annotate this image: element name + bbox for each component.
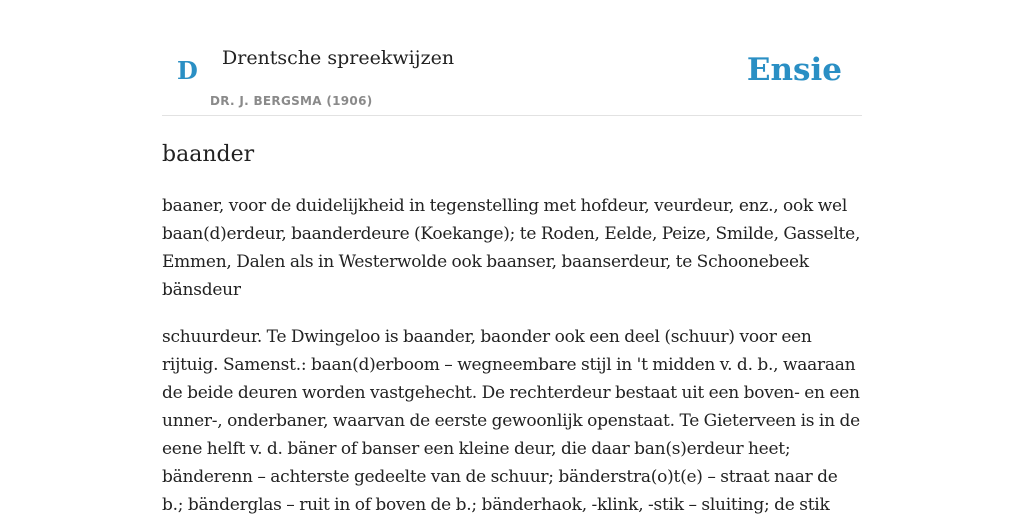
entry-paragraph-2: schuurdeur. Te Dwingeloo is baander, baonder ook een deel (schuur) voor een rijtuig. Samenst.: baan(d)erboom – wegneembare stijl in 't midden v. d. b., waaraan de beide deuren worden vastgehecht. De rechterdeur bestaat uit een boven- en een unner-, onderbaner, waarvan de eerste gewoonlijk openstaat. Te Gieterveen is in de eene helft v. d. bäner of banser een kleine deur, die daar ban(s)erdeur heet; bänderenn – achterste gedeelte van de schuur; bänderstra(o)t(e) – straat naar de b.; bänderglas – ruit in of boven de b.; bänderhaok, -klink, -stik – sluiting; de stik: [162, 327, 860, 515]
brand-logo[interactable]: Ensie: [746, 52, 842, 88]
book-title[interactable]: Drentsche spreekwijzen: [222, 47, 455, 69]
page: [162, 0, 862, 515]
entry-title: baander: [162, 142, 255, 167]
book-author: DR. J. BERGSMA (1906): [210, 94, 373, 108]
book-logo[interactable]: D: [177, 56, 198, 85]
entry-paragraph-1: baaner, voor de duidelijkheid in tegenstelling met hofdeur, veurdeur, enz., ook wel baan(d)erdeur, baanderdeure (Koekange); te Roden, Eelde, Peize, Smilde, Gasselte, Emmen, Dalen als in Westerwolde ook baanser, baanserdeur, te Schoonebeek bänsdeur: [162, 196, 861, 300]
header: [162, 0, 862, 116]
